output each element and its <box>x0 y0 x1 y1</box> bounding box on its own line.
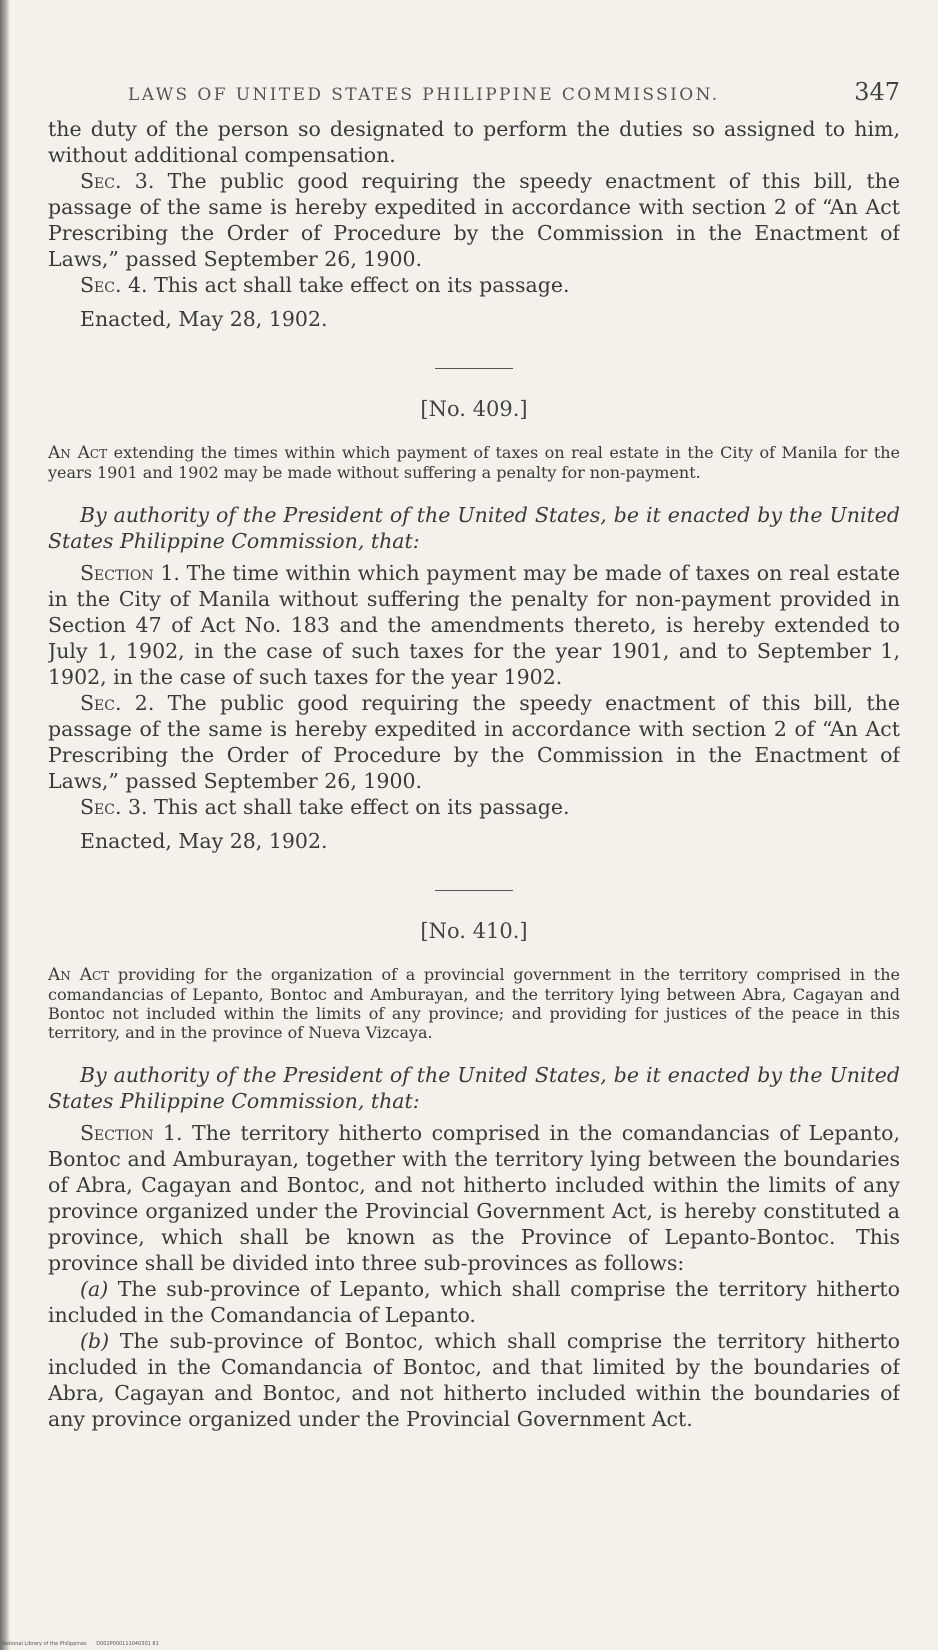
section-label: Section 1. <box>80 1121 183 1145</box>
scan-code: D002P000111040301 81 <box>96 1641 159 1647</box>
act-409-enacted-date: Enacted, May 28, 1902. <box>80 829 328 853</box>
act-410-enacting-clause: By authority of the President of the United States, be it enacted by the United States Philippine Commission, that: <box>48 1063 900 1113</box>
prev-section-3 <box>48 168 900 272</box>
section-text: The public good requiring the speedy enactment of this bill, the passage of the same is hereby expedited in accordance with section 2 of “An Act Prescribing the Order of Procedure by the Commission in the Enactment of Laws,” passed September 26, 1900. <box>48 169 900 271</box>
act-410-subsection-b <box>48 1328 900 1432</box>
act-409-section-3 <box>48 794 900 820</box>
section-text: This act shall take effect on its passage. <box>154 273 570 297</box>
subsection-label: (a) <box>80 1277 109 1301</box>
act-409-title <box>48 443 900 482</box>
section-divider <box>435 368 513 369</box>
library-credit: National Library of the Philippines <box>2 1641 87 1647</box>
section-label: Sec. 2. <box>80 691 155 715</box>
subsection-label: (b) <box>80 1329 110 1353</box>
act-409 <box>48 397 900 854</box>
act-title-text: providing for the organization of a provincial government in the territory comprised in the comandancias of Lepanto, Bontoc and Amburayan, and the territory lying between Abra, Cagayan and Bontoc not included within the limits of any province; and providing for justices of the peace in this territory, and in the province of Nueva Vizcaya. <box>48 965 900 1042</box>
prev-section-4 <box>48 272 900 298</box>
act-409-enacting-clause: By authority of the President of the United States, be it enacted by the United States Philippine Commission, that: <box>48 503 900 553</box>
act-410-number: [No. 410.] <box>420 919 528 943</box>
act-410-subsection-a <box>48 1276 900 1328</box>
subsection-text: The sub-province of Lepanto, which shall comprise the territory hitherto included in the Comandancia of Lepanto. <box>48 1277 900 1327</box>
page-header <box>128 78 900 116</box>
act-title-lead: An Act <box>48 965 110 985</box>
section-text: The territory hitherto comprised in the comandancias of Lepanto, Bontoc and Amburayan, together with the territory lying between the boundaries of Abra, Cagayan and Bontoc, and not hitherto included within the limits of any province organized under the Provincial Government Act, is hereby constituted a province, which shall be known as the Province of Lepanto-Bontoc. This province shall be divided into three sub-provinces as follows: <box>48 1121 900 1275</box>
act-409-number: [No. 409.] <box>420 397 528 421</box>
subsection-text: The sub-province of Bontoc, which shall comprise the territory hitherto included in the Comandancia of Bontoc, and that limited by the boundaries of Abra, Cagayan and Bontoc, and not hitherto included within the boundaries of any province organized under the Provincial Government Act. <box>48 1329 900 1431</box>
continuation-paragraph: the duty of the person so designated to perform the duties so assigned to him, without additional compensation. <box>48 117 900 167</box>
section-label: Sec. 3. <box>80 795 148 819</box>
section-label: Section 1. <box>80 561 180 585</box>
act-410-section-1 <box>48 1120 900 1276</box>
running-head: LAWS OF UNITED STATES PHILIPPINE COMMISSION. <box>128 85 720 105</box>
section-text: This act shall take effect on its passage. <box>154 795 570 819</box>
section-label: Sec. 4. <box>80 273 148 297</box>
section-text: The time within which payment may be made of taxes on real estate in the City of Manila without suffering the penalty for non-payment provided in Section 47 of Act No. 183 and the amendments thereto, is hereby extended to July 1, 1902, in the case of such taxes for the year 1901, and to September 1, 1902, in the case of such taxes for the year 1902. <box>48 561 900 689</box>
section-divider <box>435 890 513 891</box>
section-text: The public good requiring the speedy enactment of this bill, the passage of the same is hereby expedited in accordance with section 2 of “An Act Prescribing the Order of Procedure by the Commission in the Enactment of Laws,” passed September 26, 1900. <box>48 691 900 793</box>
act-410 <box>48 919 900 1432</box>
act-410-title <box>48 965 900 1042</box>
act-title-lead: An Act <box>48 443 108 463</box>
book-page <box>48 78 900 1618</box>
section-label: Sec. 3. <box>80 169 155 193</box>
page-number: 347 <box>854 78 900 106</box>
book-binding-shadow <box>0 0 10 1650</box>
scan-footer <box>2 1641 167 1647</box>
act-title-text: extending the times within which payment of taxes on real estate in the City of Manila for the years 1901 and 1902 may be made without suffering a penalty for non-payment. <box>48 443 900 482</box>
act-409-section-1 <box>48 560 900 690</box>
prev-enacted-date: Enacted, May 28, 1902. <box>80 307 328 331</box>
act-409-section-2 <box>48 690 900 794</box>
